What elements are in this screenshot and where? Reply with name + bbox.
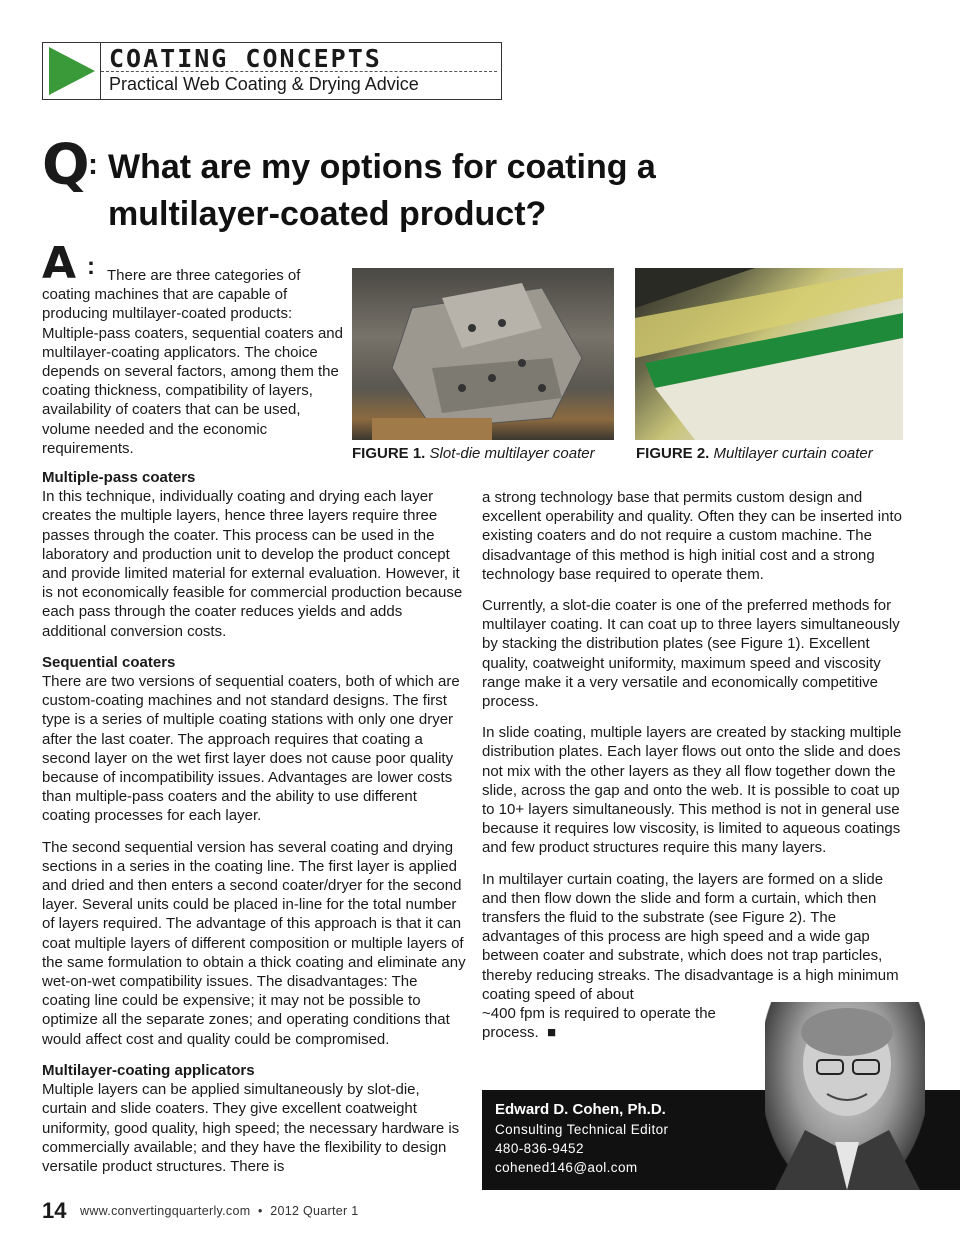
paragraph-multipass: In this technique, individually coating and drying each layer creates the multiple layers, hence three layers require three passes through the coater. This process can be used in the laboratory and production unit to develop the product concept and provide limited material for external evaluation. However, it is not economically feasible for commercial production because each pass through the coater reduces yields and adds additional conversion costs. bbox=[42, 488, 463, 640]
section-heading-applicators: Multilayer-coating applicators bbox=[42, 1061, 255, 1079]
figure-2-caption-text: Multilayer curtain coater bbox=[713, 445, 873, 462]
footer-website[interactable]: www.convertingquarterly.com bbox=[80, 1204, 251, 1218]
footer-info bbox=[80, 1204, 359, 1218]
section-heading-multipass: Multiple-pass coaters bbox=[42, 469, 196, 486]
banner-subtitle: Practical Web Coating & Drying Advice bbox=[109, 74, 419, 94]
author-photo bbox=[765, 1002, 925, 1190]
end-mark-icon: ■ bbox=[547, 1024, 557, 1042]
banner-arrow-box bbox=[43, 43, 101, 99]
answer-marker: A bbox=[42, 238, 77, 289]
paragraph-applicators: Multiple layers can be applied simultaneously by slot-die, curtain and slide coaters. They give excellent coatweight uniformity, good quality, high speed; the necessary hardware is commercially available; and they have the flexibility to design versatile product structures. There is bbox=[42, 1081, 460, 1175]
left-column bbox=[42, 468, 466, 1176]
figure-1-caption-text: Slot-die multilayer coater bbox=[429, 445, 595, 462]
section-heading-sequential: Sequential coaters bbox=[42, 653, 176, 671]
answer-intro: There are three categories of coating machines that are capable of producing multilayer-coated products: Multiple-pass coaters, sequential coaters and multilayer-coating applicators. The choice depends on several factors, among them the coating thickness, compatibility of layers, availability of coaters that can be used, volume needed and the economic requirements. bbox=[42, 267, 343, 457]
paragraph-sequential-2: The second sequential version has several coating and drying sections in a series in the coating line. The first layer is applied and dried and then enters a second coater/dryer for the second layer. Several units could be placed in-line for the total number of layers required. The advantage of this approach is that it can coat multiple layers of different composition or multiple layers of the same formulation to obtain a thick coating and eliminate any wet-on-wet compatibility issues. The disadvantages: The coating line could be expensive; it may not be possible to optimize all the separate zones; and operating conditions that would affect cost and quality could be compromised. bbox=[42, 838, 466, 1048]
author-title: Consulting Technical Editor bbox=[495, 1122, 669, 1137]
figure-1-caption bbox=[352, 445, 595, 463]
author-phone: 480-836-9452 bbox=[495, 1141, 584, 1156]
paragraph-right-3: In slide coating, multiple layers are created by stacking multiple distribution plates. Each layer flows out onto the slide and does not mix with the other layers as they all flow together down the slide, across the gap and onto the web. It is possible to coat up to 10+ layers simultaneously. This method is not in general use because it requires low viscosity, is limited to aqueous coatings and few product structures require this many layers. bbox=[482, 724, 902, 857]
question-heading: What are my options for coating a multilayer-coated product? bbox=[108, 148, 656, 233]
footer-separator: • bbox=[257, 1204, 263, 1218]
figure-2-caption bbox=[636, 445, 873, 463]
paragraph-right-4-line3: process. bbox=[482, 1024, 539, 1042]
figure-2-image bbox=[635, 268, 903, 440]
banner-title: COATING CONCEPTS bbox=[109, 44, 382, 73]
page-number: 14 bbox=[42, 1198, 67, 1223]
answer-colon: : bbox=[87, 253, 95, 280]
footer-issue: 2012 Quarter 1 bbox=[270, 1204, 359, 1218]
curtain-coater-illustration bbox=[635, 268, 903, 440]
paragraph-right-4-line2: ~400 fpm is required to operate the bbox=[482, 1005, 716, 1023]
paragraph-right-4-main: In multilayer curtain coating, the layers are formed on a slide and then flow down the slide and form a curtain, which then transfers the fluid to the substrate (see Figure 2). The advantages of this process are high speed and a wide gap between coater and substrate, which does not trap particles, thereby reducing streaks. The disadvantage is a high minimum coating speed of about bbox=[482, 870, 899, 1003]
right-column bbox=[482, 488, 906, 1042]
figure-2-label: FIGURE 2. bbox=[636, 445, 710, 462]
author-email[interactable]: cohened146@aol.com bbox=[495, 1160, 638, 1175]
author-name: Edward D. Cohen, Ph.D. bbox=[495, 1101, 666, 1118]
paragraph-sequential-1: There are two versions of sequential coaters, both of which are custom-coating machines and not standard designs. The first type is a series of multiple coating stations with only one dryer after the last coater. The approach requires that coating a second layer on the wet first layer does not cause poor quality because of incompatibility issues. Advantages are lower costs than multiple-pass coaters and the ability to use different coating processes for each layer. bbox=[42, 673, 460, 825]
author-portrait-illustration bbox=[765, 1002, 925, 1190]
question-colon: : bbox=[88, 148, 98, 181]
column-banner bbox=[42, 42, 502, 100]
question-marker: Q bbox=[42, 133, 90, 198]
paragraph-right-2: Currently, a slot-die coater is one of the preferred methods for multilayer coating. It can coat up to three layers simultaneously by stacking the distribution plates (see Figure 1). Excellent quality, coatweight uniformity, maximum speed and viscosity range make it a very versatile and economically competitive process. bbox=[482, 597, 900, 711]
banner-divider bbox=[101, 71, 497, 72]
paragraph-right-1: a strong technology base that permits custom design and excellent operability and quality. Often they can be inserted into existing coaters and do not require a custom machine. The disadvantage of this method is high initial cost and a strong technology base required to operate them. bbox=[482, 489, 902, 583]
play-triangle-icon bbox=[43, 43, 99, 99]
slot-die-coater-illustration bbox=[352, 268, 614, 440]
figure-1-label: FIGURE 1. bbox=[352, 445, 426, 462]
figure-1-image bbox=[352, 268, 614, 440]
